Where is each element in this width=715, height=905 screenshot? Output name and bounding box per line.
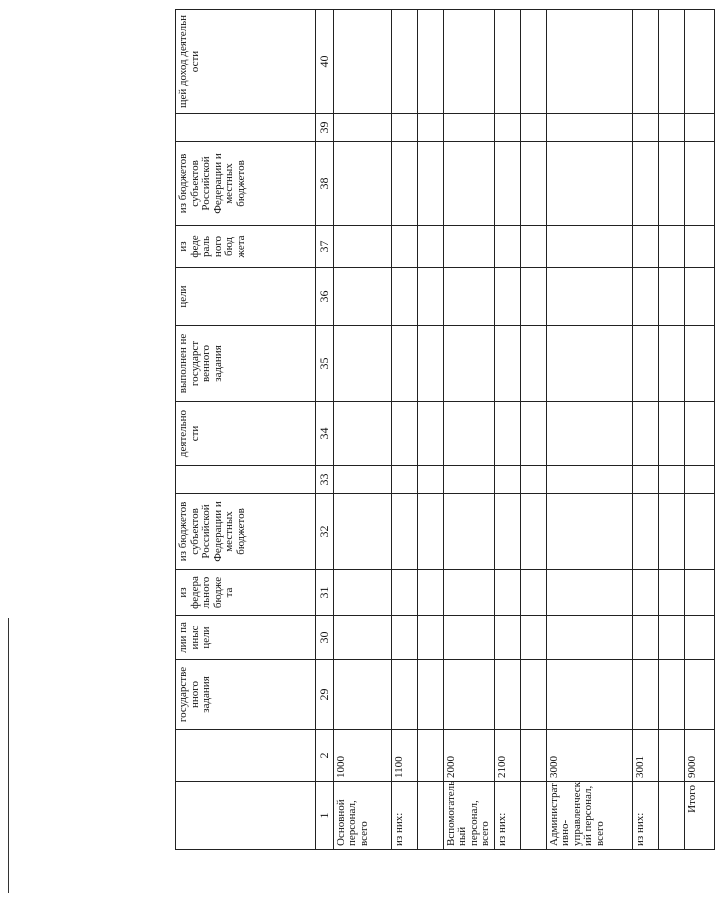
cell	[632, 570, 658, 616]
cell	[546, 114, 632, 142]
table-row-spacer	[658, 10, 684, 850]
header-cell-39	[176, 114, 316, 142]
header-cell-34: деятельно сти	[176, 402, 316, 466]
table-row	[443, 10, 494, 850]
cell	[333, 10, 391, 114]
cell	[417, 10, 443, 114]
table-row	[494, 10, 520, 850]
cell	[632, 616, 658, 660]
cell	[494, 570, 520, 616]
cell	[417, 114, 443, 142]
cell	[443, 142, 494, 226]
cell	[632, 494, 658, 570]
cell	[391, 660, 417, 730]
header-cell-30: лии па иныс цели	[176, 616, 316, 660]
cell	[658, 616, 684, 660]
header-cell-2	[176, 730, 316, 782]
colnum-38: 38	[316, 142, 334, 226]
cell	[632, 142, 658, 226]
cell	[658, 402, 684, 466]
cell	[391, 616, 417, 660]
cell	[333, 660, 391, 730]
cell	[546, 10, 632, 114]
cell	[520, 616, 546, 660]
cell	[391, 226, 417, 268]
cell	[546, 570, 632, 616]
table-header-row	[176, 10, 316, 850]
cell	[520, 494, 546, 570]
cell	[684, 570, 714, 616]
header-cell-40: щей доход деятельн ости	[176, 10, 316, 114]
cell	[684, 10, 714, 114]
cell	[494, 268, 520, 326]
cell	[658, 326, 684, 402]
cell	[494, 402, 520, 466]
table-row-spacer	[417, 10, 443, 850]
cell	[658, 660, 684, 730]
cell	[443, 494, 494, 570]
cell	[520, 730, 546, 782]
cell	[333, 466, 391, 494]
row-code: 2000	[443, 730, 494, 782]
cell	[684, 268, 714, 326]
cell	[417, 730, 443, 782]
colnum-36: 36	[316, 268, 334, 326]
header-cell-37: из феде раль ного бюд жета	[176, 226, 316, 268]
row-code: 3001	[632, 730, 658, 782]
margin-line	[8, 618, 9, 893]
cell	[443, 466, 494, 494]
cell	[494, 494, 520, 570]
row-code: 2100	[494, 730, 520, 782]
table-row-total	[684, 10, 714, 850]
cell	[443, 10, 494, 114]
colnum-2: 2	[316, 730, 334, 782]
row-code: 3000	[546, 730, 632, 782]
cell	[333, 268, 391, 326]
header-cell-31: из федера льного бюдже та	[176, 570, 316, 616]
cell	[391, 268, 417, 326]
cell	[333, 616, 391, 660]
cell	[443, 660, 494, 730]
cell	[520, 326, 546, 402]
cell	[632, 402, 658, 466]
cell	[333, 114, 391, 142]
cell	[391, 142, 417, 226]
cell	[658, 570, 684, 616]
cell	[417, 466, 443, 494]
cell	[333, 402, 391, 466]
cell	[443, 326, 494, 402]
colnum-40: 40	[316, 10, 334, 114]
row-label: из них:	[494, 782, 520, 850]
cell	[684, 466, 714, 494]
cell	[632, 268, 658, 326]
cell	[417, 660, 443, 730]
colnum-34: 34	[316, 402, 334, 466]
cell	[684, 616, 714, 660]
colnum-33: 33	[316, 466, 334, 494]
cell	[391, 494, 417, 570]
cell	[443, 114, 494, 142]
cell	[494, 114, 520, 142]
row-code: 1100	[391, 730, 417, 782]
cell	[417, 142, 443, 226]
colnum-39: 39	[316, 114, 334, 142]
cell	[333, 326, 391, 402]
cell	[632, 466, 658, 494]
cell	[417, 268, 443, 326]
cell	[417, 570, 443, 616]
cell	[658, 494, 684, 570]
header-cell-36: цели	[176, 268, 316, 326]
cell	[417, 402, 443, 466]
cell	[417, 226, 443, 268]
colnum-37: 37	[316, 226, 334, 268]
column-number-row	[316, 10, 334, 850]
cell	[520, 570, 546, 616]
cell	[333, 570, 391, 616]
cell	[632, 660, 658, 730]
header-cell-33	[176, 466, 316, 494]
cell	[520, 10, 546, 114]
cell	[632, 226, 658, 268]
cell	[546, 142, 632, 226]
cell	[520, 660, 546, 730]
colnum-32: 32	[316, 494, 334, 570]
row-code: 1000	[333, 730, 391, 782]
cell	[632, 114, 658, 142]
cell	[658, 782, 684, 850]
cell	[546, 616, 632, 660]
table-row	[333, 10, 391, 850]
cell	[546, 226, 632, 268]
cell	[546, 326, 632, 402]
cell	[333, 142, 391, 226]
cell	[391, 10, 417, 114]
cell	[391, 326, 417, 402]
cell	[494, 616, 520, 660]
cell	[546, 660, 632, 730]
cell	[520, 114, 546, 142]
cell	[520, 226, 546, 268]
header-cell-32: из бюджетов субъектов Российской Федерации и местных бюджетов	[176, 494, 316, 570]
cell	[658, 466, 684, 494]
cell	[417, 494, 443, 570]
row-label: Основной персонал, всего	[333, 782, 391, 850]
cell	[684, 142, 714, 226]
colnum-29: 29	[316, 660, 334, 730]
cell	[417, 326, 443, 402]
cell	[684, 114, 714, 142]
cell	[494, 660, 520, 730]
cell	[520, 402, 546, 466]
table-row	[546, 10, 632, 850]
cell	[520, 466, 546, 494]
cell	[494, 142, 520, 226]
cell	[546, 494, 632, 570]
cell	[391, 402, 417, 466]
cell	[658, 226, 684, 268]
header-cell-38: из бюджетов субъектов Российской Федерации и местных бюджетов	[176, 142, 316, 226]
cell	[658, 730, 684, 782]
cell	[494, 466, 520, 494]
cell	[658, 114, 684, 142]
cell	[658, 268, 684, 326]
cell	[494, 10, 520, 114]
colnum-35: 35	[316, 326, 334, 402]
cell	[443, 268, 494, 326]
total-code: 9000	[684, 730, 714, 782]
rotated-table-container	[175, 10, 698, 850]
cell	[684, 494, 714, 570]
cell	[520, 782, 546, 850]
cell	[391, 114, 417, 142]
colnum-31: 31	[316, 570, 334, 616]
cell	[443, 616, 494, 660]
cell	[443, 570, 494, 616]
colnum-1: 1	[316, 782, 334, 850]
row-label: Администрат ивно-управленческ ий персонал, всего	[546, 782, 632, 850]
cell	[333, 226, 391, 268]
cell	[684, 660, 714, 730]
cell	[443, 402, 494, 466]
header-cell-35: выполнен не государст венного задания	[176, 326, 316, 402]
table-row	[632, 10, 658, 850]
cell	[417, 782, 443, 850]
cell	[684, 326, 714, 402]
row-label: из них:	[632, 782, 658, 850]
cell	[546, 466, 632, 494]
cell	[443, 226, 494, 268]
cell	[520, 268, 546, 326]
row-label: Вспомогатель ный персонал, всего	[443, 782, 494, 850]
cell	[520, 142, 546, 226]
cell	[494, 326, 520, 402]
cell	[684, 226, 714, 268]
cell	[391, 570, 417, 616]
cell	[632, 10, 658, 114]
cell	[333, 494, 391, 570]
cell	[684, 402, 714, 466]
colnum-30: 30	[316, 616, 334, 660]
cell	[417, 616, 443, 660]
cell	[391, 466, 417, 494]
cell	[632, 326, 658, 402]
row-label: из них:	[391, 782, 417, 850]
table-row	[391, 10, 417, 850]
cell	[658, 142, 684, 226]
header-cell-1	[176, 782, 316, 850]
table-row-spacer	[520, 10, 546, 850]
staff-expense-table	[175, 9, 715, 850]
cell	[546, 268, 632, 326]
cell	[546, 402, 632, 466]
total-label: Итого	[684, 782, 714, 850]
header-cell-29: государстве нного задания	[176, 660, 316, 730]
cell	[658, 10, 684, 114]
cell	[494, 226, 520, 268]
